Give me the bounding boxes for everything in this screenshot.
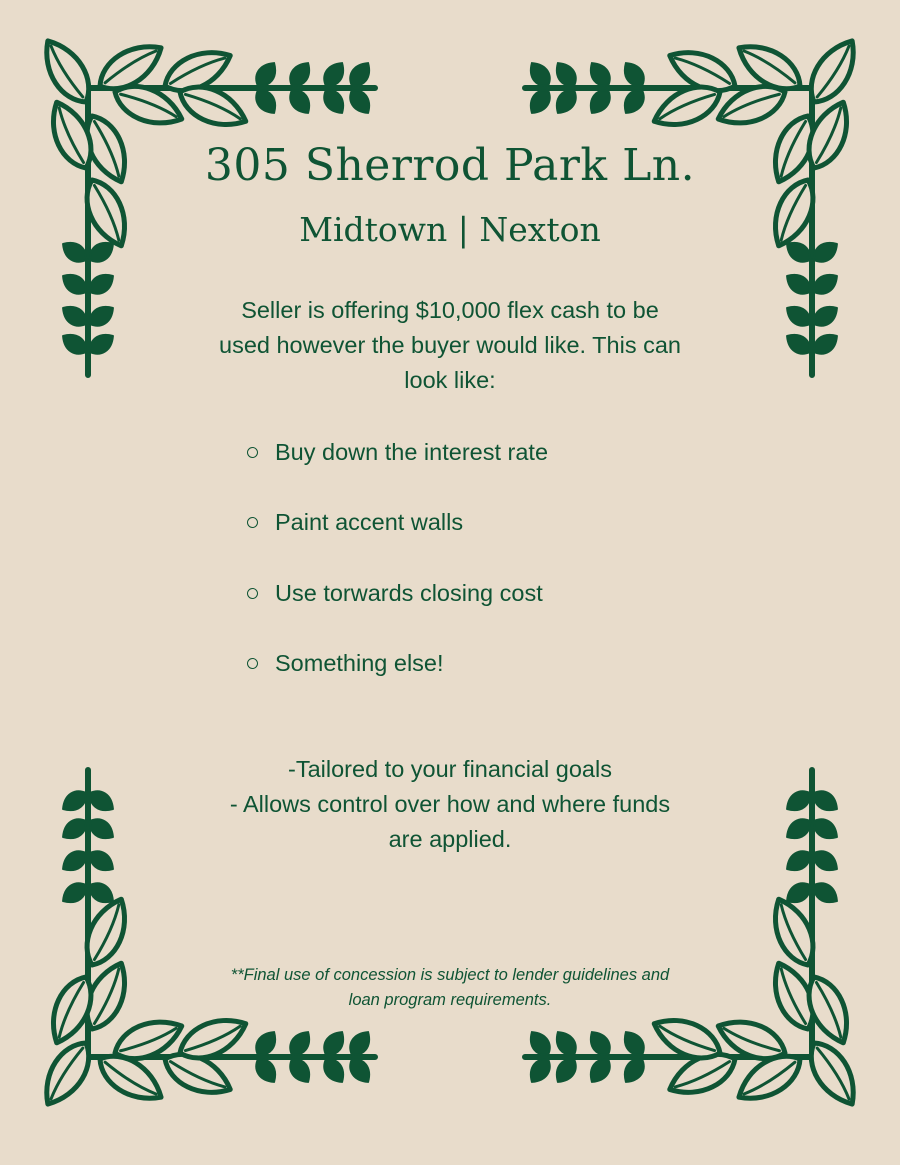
- circle-bullet-icon: [247, 658, 258, 669]
- list-item: [247, 644, 747, 684]
- circle-bullet-icon: [247, 588, 258, 599]
- benefit-line: - Allows control over how and where funds: [229, 791, 671, 817]
- neighborhood-subtitle: Midtown | Nexton: [299, 210, 601, 249]
- disclaimer-note: [180, 963, 720, 1013]
- list-item-label: Something else!: [275, 650, 444, 676]
- disclaimer-line: loan program requirements.: [348, 991, 552, 1009]
- intro-line: used however the buyer would like. This can: [219, 332, 681, 358]
- intro-line: look like:: [404, 367, 496, 393]
- flex-cash-options-list: [247, 432, 747, 714]
- intro-line: Seller is offering $10,000 flex cash to be: [241, 297, 659, 323]
- list-item-label: Buy down the interest rate: [275, 438, 549, 465]
- page-title: 305 Sherrod Park Ln.: [204, 140, 696, 191]
- list-item: [247, 573, 747, 613]
- list-item-label: Use torwards closing cost: [275, 579, 543, 606]
- list-item-label: Paint accent walls: [275, 509, 464, 535]
- intro-paragraph: [180, 293, 720, 398]
- circle-bullet-icon: [247, 447, 258, 458]
- circle-bullet-icon: [247, 517, 258, 528]
- benefit-line: -Tailored to your financial goals: [288, 756, 612, 782]
- disclaimer-line: **Final use of concession is subject to lender guidelines and: [230, 966, 670, 984]
- benefits-paragraph: [150, 752, 750, 857]
- list-item: [247, 503, 747, 543]
- benefit-line: are applied.: [388, 826, 512, 852]
- list-item: [247, 432, 747, 472]
